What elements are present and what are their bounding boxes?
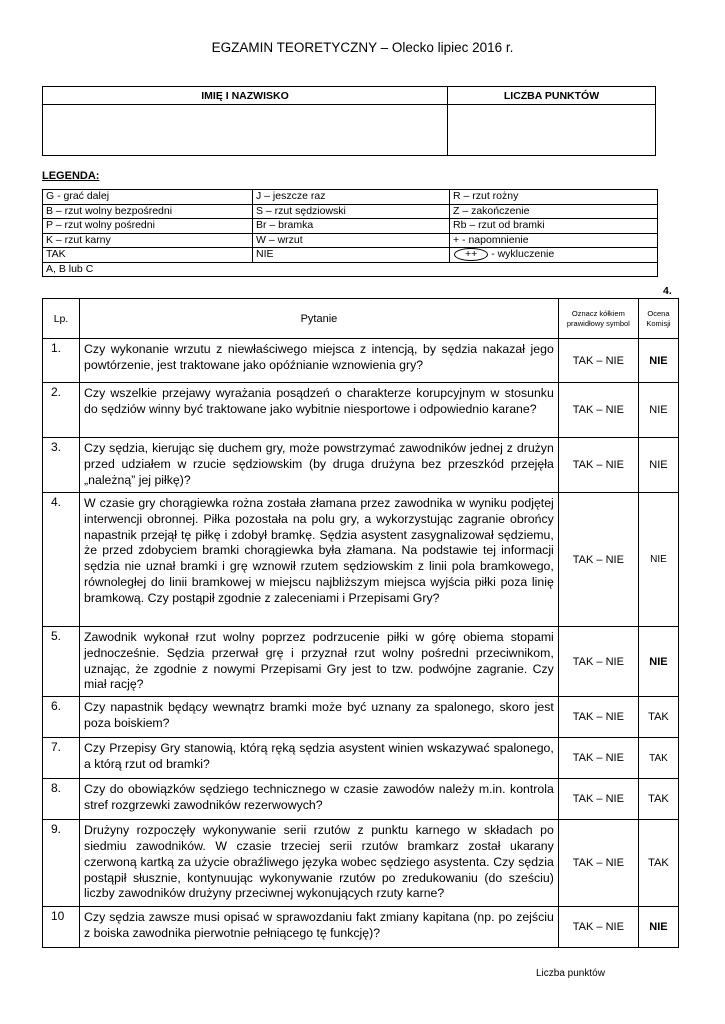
legend-row xyxy=(43,204,658,219)
commission-grade: NIE xyxy=(638,493,678,627)
legend-cell: Br – bramka xyxy=(253,219,450,234)
legend-cell: NIE xyxy=(253,248,450,263)
legend-row xyxy=(43,262,658,277)
header-mark: Oznacz kółkiem prawidłowy symbol xyxy=(558,299,638,339)
legend-row xyxy=(43,190,658,205)
question-row xyxy=(43,779,679,820)
page-title: EGZAMIN TEORETYCZNY – Olecko lipiec 2016 r. xyxy=(211,40,514,55)
question-text: Czy napastnik będący wewnątrz bramki może być uznany za spalonego, skoro jest poza boiskiem? xyxy=(80,697,559,738)
question-row xyxy=(43,438,679,493)
points-field[interactable] xyxy=(448,105,656,156)
points-footer-label: Liczba punktów xyxy=(536,968,605,979)
name-field[interactable] xyxy=(43,105,448,156)
legend-cell: B – rzut wolny bezpośredni xyxy=(43,204,253,219)
question-number: 3. xyxy=(43,438,80,493)
question-row xyxy=(43,820,679,907)
question-number: 4. xyxy=(43,493,80,627)
commission-grade: TAK xyxy=(638,779,678,820)
question-text: Czy Przepisy Gry stanowią, którą ręką sędzia asystent winien wskazywać spalonego, a którą rzut od bramki? xyxy=(80,738,559,779)
legend-cell: J – jeszcze raz xyxy=(253,190,450,205)
legend-cell-exclusion xyxy=(450,248,658,263)
name-points-table xyxy=(42,86,656,156)
header-question: Pytanie xyxy=(80,299,559,339)
question-text: Zawodnik wykonał rzut wolny poprzez podrzucenie piłki w górę obiema stopami jednocześnie. Sędzia przerwał grę i przyznał rzut wolny pośredni przeciwnikom, uznając, że zgodnie z nowymi Przepisami Gry jest to tzw. podwójne zagranie. Czy miał rację? xyxy=(80,627,559,697)
question-row xyxy=(43,697,679,738)
answer-choice[interactable]: TAK – NIE xyxy=(558,383,638,438)
legend-cell: G - grać dalej xyxy=(43,190,253,205)
question-row xyxy=(43,738,679,779)
answer-choice[interactable]: TAK – NIE xyxy=(558,493,638,627)
legend-cell: Rb – rzut od bramki xyxy=(450,219,658,234)
commission-grade: TAK xyxy=(638,738,678,779)
commission-grade: NIE xyxy=(638,627,678,697)
question-row xyxy=(43,339,679,383)
legend-cell: P – rzut wolny pośredni xyxy=(43,219,253,234)
question-number: 2. xyxy=(43,383,80,438)
answer-choice[interactable]: TAK – NIE xyxy=(558,438,638,493)
legend-cell: W – wrzut xyxy=(253,233,450,248)
question-text: Czy wszelkie przejawy wyrażania posądzeń o charakterze korupcyjnym w stosunku do sędziów winny być traktowane jako wybitnie niesportowe i odpowiednio karane? xyxy=(80,383,559,438)
question-number: 5. xyxy=(43,627,80,697)
answer-choice[interactable]: TAK – NIE xyxy=(558,907,638,948)
legend-cell: TAK xyxy=(43,248,253,263)
commission-grade: NIE xyxy=(638,339,678,383)
question-row xyxy=(43,383,679,438)
answer-choice[interactable]: TAK – NIE xyxy=(558,779,638,820)
circled-symbol: ++ xyxy=(454,248,488,261)
commission-grade: NIE xyxy=(638,383,678,438)
legend-cell: K – rzut karny xyxy=(43,233,253,248)
commission-grade: NIE xyxy=(638,907,678,948)
legend-cell: S – rzut sędziowski xyxy=(253,204,450,219)
legend-cell: R – rzut rożny xyxy=(450,190,658,205)
exclusion-label: - wykluczenie xyxy=(491,248,555,261)
answer-choice[interactable]: TAK – NIE xyxy=(558,627,638,697)
commission-grade: NIE xyxy=(638,438,678,493)
legend-row xyxy=(43,219,658,234)
legend-cell: + - napomnienie xyxy=(450,233,658,248)
question-number: 6. xyxy=(43,697,80,738)
question-text: Czy sędzia zawsze musi opisać w sprawozdaniu fakt zmiany kapitana (np. po zejściu z boiska zawodnika pierwotnie pełniącego tę funkcję)? xyxy=(80,907,559,948)
commission-grade: TAK xyxy=(638,820,678,907)
question-row xyxy=(43,907,679,948)
header-lp: Lp. xyxy=(43,299,80,339)
question-number: 1. xyxy=(43,339,80,383)
answer-choice[interactable]: TAK – NIE xyxy=(558,820,638,907)
question-number: 8. xyxy=(43,779,80,820)
legend-row xyxy=(43,248,658,263)
question-text: Czy sędzia, kierując się duchem gry, może powstrzymać zawodników jednej z drużyn przed udziałem w rzucie sędziowskim (by druga drużyna bez przeszkód przejęła „należną” jej piłkę)? xyxy=(80,438,559,493)
answer-choice[interactable]: TAK – NIE xyxy=(558,339,638,383)
question-row xyxy=(43,493,679,627)
question-text: Czy do obowiązków sędziego technicznego w czasie zawodów należy m.in. kontrola stref rozgrzewki zawodników rezerwowych? xyxy=(80,779,559,820)
legend-title: LEGENDA: xyxy=(42,170,100,182)
question-number: 7. xyxy=(43,738,80,779)
legend-cell: Z – zakończenie xyxy=(450,204,658,219)
page-number: 4. xyxy=(663,285,672,297)
answer-choice[interactable]: TAK – NIE xyxy=(558,738,638,779)
answer-choice[interactable]: TAK – NIE xyxy=(558,697,638,738)
name-header: IMIĘ I NAZWISKO xyxy=(43,87,448,105)
points-header: LICZBA PUNKTÓW xyxy=(448,87,656,105)
commission-grade: TAK xyxy=(638,697,678,738)
question-number: 9. xyxy=(43,820,80,907)
question-text: Czy wykonanie wrzutu z niewłaściwego miejsca z intencją, by sędzia nakazał jego powtórzenie, jest traktowane jako opóźnianie wznowienia gry? xyxy=(80,339,559,383)
legend-abc-cell: A, B lub C xyxy=(43,262,658,277)
questions-header-row xyxy=(43,299,679,339)
question-number: 10 xyxy=(43,907,80,948)
question-row xyxy=(43,627,679,697)
questions-table xyxy=(42,298,679,948)
header-commission: Ocena Komisji xyxy=(638,299,678,339)
legend-row xyxy=(43,233,658,248)
question-text: W czasie gry chorągiewka rożna została złamana przez zawodnika w wyniku podjętej interwencji obronnej. Piłka pozostała na polu gry, a wykorzystując zagranie obrońcy napastnik przejął tę piłkę i zdobył bramkę. Sędzia asystent zasygnalizował sędziemu, że przed zdobyciem bramki chorągiewka była złamana. Na podstawie tej informacji sędzia nie uznał bramki i grę wznowił rzutem sędziowskim z linii pola bramkowego, równoległej do linii bramkowej w miejscu najbliższym miejsca wyjścia piłki poza linię bramkową. Czy postąpił zgodnie z zaleceniami i Przepisami Gry? xyxy=(80,493,559,627)
legend-table xyxy=(42,189,658,277)
question-text: Drużyny rozpoczęły wykonywanie serii rzutów z punktu karnego w składach po siedmiu zawodników. W czasie trzeciej serii rzutów bramkarz został ukarany czerwoną kartką za użycie obraźliwego języka wobec sędziego asystenta. Czy sędzia postąpił słusznie, kontynuując wykonywanie rzutów po zredukowaniu (do sześciu) liczby zawodników drużyny przeciwnej wykonujących rzuty karne? xyxy=(80,820,559,907)
